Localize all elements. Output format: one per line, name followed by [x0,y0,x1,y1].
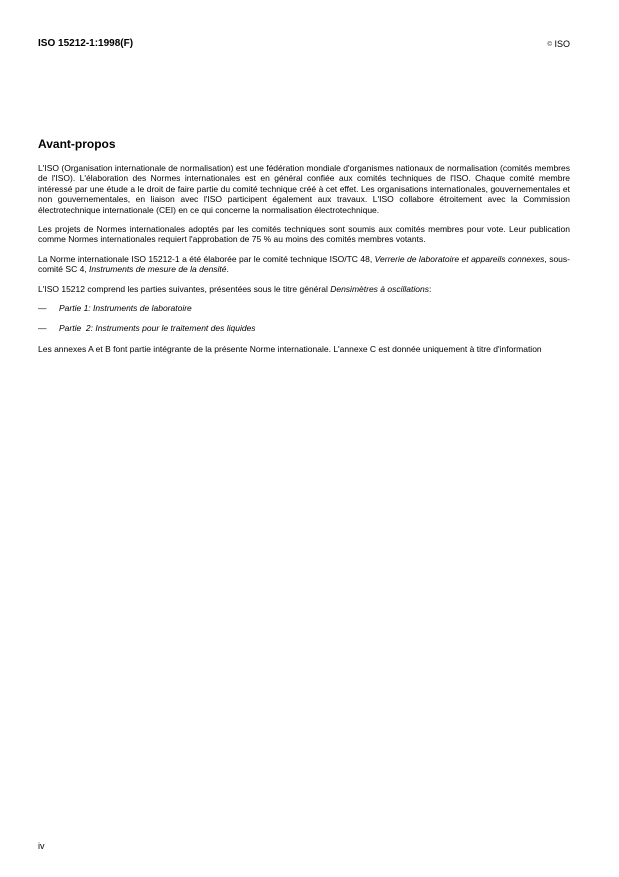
part-2-label: Partie 2: Instruments pour le traitement des liquides [59,323,256,334]
paragraph-parts-intro [38,284,570,294]
list-item [38,303,570,313]
list-item [38,323,570,333]
copyright-notice [548,38,570,51]
committee-text-1: La Norme internationale ISO 15212-1 a été élaborée par le comité technique ISO/TC 48, [38,253,375,264]
copyright-symbol: © [547,42,552,48]
general-title: Densimètres à oscillations [330,283,429,294]
part-1-label: Partie 1: Instruments de laboratoire [59,303,192,314]
foreword-body [38,163,570,363]
section-title: Avant-propos [38,137,116,151]
committee-text-3: . [226,264,229,275]
parts-intro-text: L'ISO 15212 comprend les parties suivantes, présentées sous le titre général [38,283,331,294]
paragraph-iso-description: L'ISO (Organisation internationale de normalisation) est une fédération mondiale d'organismes nationaux de normalisation (comités membres de l'ISO). L'élaboration des Normes internationales est en général confiée aux comités techniques de l'ISO. Chaque comité membre intéressé par une étude a le droit de faire partie du comité technique créé à cet effet. Les organisations internationales, gouvernementales et non gouvernementales, en liaison avec l'ISO participent également aux travaux. L'ISO collabore étroitement avec la Commission électrotechnique internationale (CEI) en ce qui concerne la normalisation électrotechnique. [38,163,570,215]
committee-name: Verrerie de laboratoire et appareils connexes [374,253,545,264]
document-id: ISO 15212-1:1998(F) [38,38,134,49]
committee-text-2: , sous-comité SC 4, [38,253,570,275]
page-number: iv [38,841,45,851]
copyright-owner: ISO [554,39,570,49]
list-dash: — [38,303,47,314]
paragraph-committee [38,254,570,275]
list-dash: — [38,323,47,334]
paragraph-annexes: Les annexes A et B font partie intégrante de la présente Norme internationale. L'annexe C est donnée uniquement à titre d'information [38,343,542,354]
paragraph-voting: Les projets de Normes internationales adoptés par les comités techniques sont soumis aux comités membres pour vote. Leur publication comme Normes internationales requiert l'approbation de 75 % au moins des comités membres votants. [38,224,570,245]
subcommittee-name: Instruments de mesure de la densité [89,264,227,275]
parts-intro-colon: : [428,283,432,294]
